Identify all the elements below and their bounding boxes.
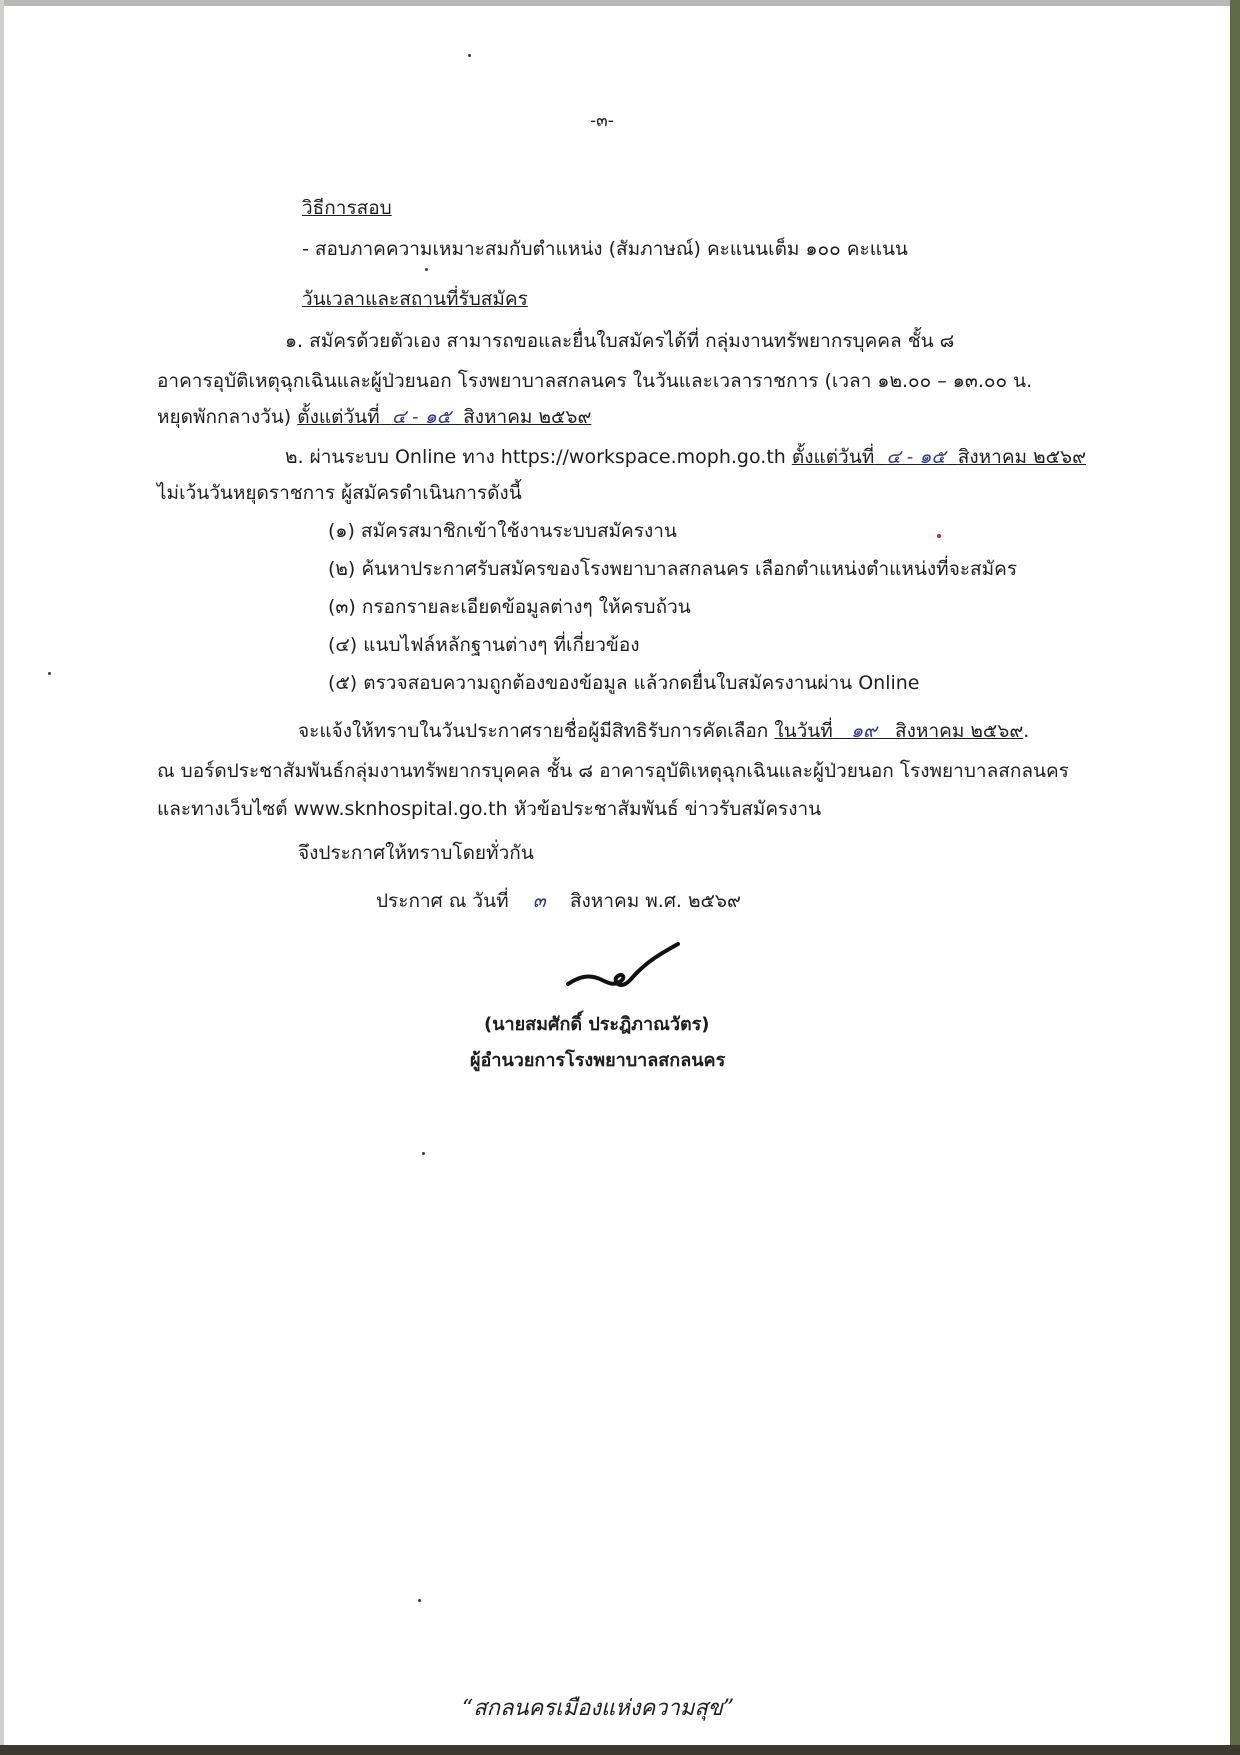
item1-date-from-label: ตั้งแต่วันที่ <box>297 406 380 428</box>
exam-line: - สอบภาคความเหมาะสมกับตำแหน่ง (สัมภาษณ์) คะแนนเต็ม ๑๐๐ คะแนน <box>302 238 908 260</box>
exam-heading: วิธีการสอบ <box>302 197 392 219</box>
item1-date-month: สิงหาคม ๒๕๖๙ <box>463 406 592 428</box>
date-pre: ประกาศ ณ วันที่ <box>376 890 509 912</box>
step-item: (๔) แนบไฟล์หลักฐานต่างๆ ที่เกี่ยวข้อง <box>328 634 640 656</box>
item2-date-label <box>792 446 1086 468</box>
item1-date-handwritten: ๔ - ๑๕ <box>391 406 452 428</box>
motto: “สกลนครเมืองแห่งความสุข” <box>462 1696 735 1721</box>
application-item2-line1 <box>285 444 1086 470</box>
step-item: (๑) สมัครสมาชิกเข้าใช้งานระบบสมัครงาน <box>328 520 677 542</box>
scan-edge-left <box>0 0 4 1755</box>
scan-speck <box>418 1599 421 1602</box>
signatory-name: (นายสมศักดิ์ ประฎิภาณวัตร) <box>484 1014 710 1035</box>
application-item1-line1: ๑. สมัครด้วยตัวเอง สามารถขอและยื่นใบสมัครได้ที่ กลุ่มงานทรัพยากรบุคคล ชั้น ๘ <box>285 330 955 352</box>
closing-line: จึงประกาศให้ทราบโดยทั่วกัน <box>298 842 534 864</box>
step-item: (๒) ค้นหาประกาศรับสมัครของโรงพยาบาลสกลนคร เลือกตำแหน่งตำแหน่งที่จะสมัคร <box>328 558 1018 580</box>
scan-speck <box>937 534 941 538</box>
scan-edge-right <box>1230 0 1240 1755</box>
item2-date-month: สิงหาคม ๒๕๖๙ <box>957 446 1086 468</box>
item1-date-label <box>297 406 591 428</box>
scan-edge-top <box>0 0 1240 6</box>
scan-speck <box>48 672 51 675</box>
notice-line1-end: . <box>1023 720 1030 742</box>
notice-date-label <box>774 720 1023 742</box>
application-item1-line3 <box>157 404 591 430</box>
item2-line1-pre: ๒. ผ่านระบบ Online ทาง https://workspace.moph.go.th <box>285 446 792 468</box>
notice-date-on-label: ในวันที่ <box>774 720 833 742</box>
application-item1-line2: อาคารอุบัติเหตุฉุกเฉินและผู้ป่วยนอก โรงพยาบาลสกลนคร ในวันและเวลาราชการ (เวลา ๑๒.๐๐ – ๑๓.๐๐ น. <box>157 370 1033 392</box>
item1-line3-pre: หยุดพักกลางวัน) <box>157 406 298 428</box>
scan-speck <box>468 54 471 57</box>
notice-line3: และทางเว็บไซต์ www.sknhospital.go.th หัวข้อประชาสัมพันธ์ ข่าวรับสมัครงาน <box>157 798 822 820</box>
notice-line1 <box>298 718 1029 744</box>
notice-date-handwritten: ๑๙ <box>850 720 877 742</box>
notice-line1-pre: จะแจ้งให้ทราบในวันประกาศรายชื่อผู้มีสิทธิรับการคัดเลือก <box>298 720 775 742</box>
scan-edge-bottom <box>0 1745 1240 1755</box>
item2-date-from-label: ตั้งแต่วันที่ <box>791 446 875 468</box>
date-post: สิงหาคม พ.ศ. ๒๕๖๙ <box>569 890 741 912</box>
item2-date-handwritten: ๔ - ๑๕ <box>886 446 946 468</box>
step-item: (๓) กรอกรายละเอียดข้อมูลต่างๆ ให้ครบถ้วน <box>328 596 691 618</box>
date-day-handwritten: ๓ <box>532 890 546 912</box>
scan-speck <box>422 1152 425 1155</box>
application-heading: วันเวลาและสถานที่รับสมัคร <box>302 288 528 310</box>
signature-scribble <box>560 940 690 1004</box>
announcement-date <box>376 888 741 914</box>
notice-line2: ณ บอร์ดประชาสัมพันธ์กลุ่มงานทรัพยากรบุคคล ชั้น ๘ อาคารอุบัติเหตุฉุกเฉินและผู้ป่วยนอก โรงพยาบาลสกลนคร <box>157 760 1069 782</box>
application-item2-line2: ไม่เว้นวันหยุดราชการ ผู้สมัครดำเนินการดังนี้ <box>157 482 522 504</box>
scan-speck <box>425 268 428 271</box>
notice-date-month: สิงหาคม ๒๕๖๙ <box>895 720 1024 742</box>
step-item: (๕) ตรวจสอบความถูกต้องของข้อมูล แล้วกดยื่นใบสมัครงานผ่าน Online <box>328 672 920 694</box>
page-number: -๓- <box>590 111 614 131</box>
signatory-title: ผู้อำนวยการโรงพยาบาลสกลนคร <box>470 1050 726 1071</box>
